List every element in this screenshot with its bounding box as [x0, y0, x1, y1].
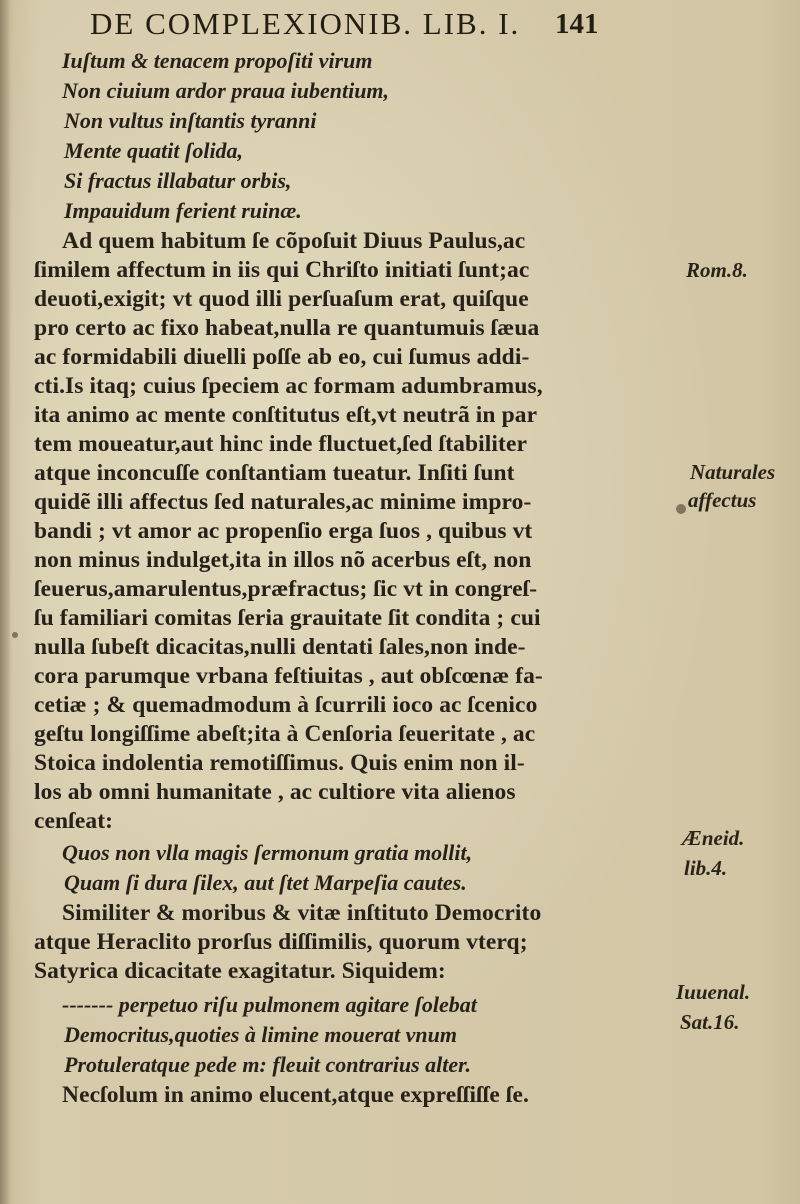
text-line: cenſeat: — [34, 808, 114, 834]
text-line: Si fractus illabatur orbis, — [64, 168, 292, 193]
text-line: los ab omni humanitate , ac cultiore vita alienos — [34, 779, 516, 805]
text-line: ſeuerus,amarulentus,præfractus; ſic vt in congreſ- — [34, 576, 538, 602]
text-line: Mente quatit ſolida, — [64, 138, 244, 163]
text-line: Satyrica dicacitate exagitatur. Siquidem: — [34, 958, 446, 984]
text-line: nulla ſubeſt dicacitas,nulli dentati ſales,non inde- — [34, 634, 526, 660]
margin-note: Iuuenal. — [676, 980, 751, 1004]
text-line: pro certo ac fixo habeat,nulla re quantumuis ſæua — [34, 315, 540, 341]
margin-note: Naturales — [690, 460, 776, 484]
text-line: Ad quem habitum ſe cõpoſuit Diuus Paulus,ac — [62, 228, 526, 254]
text-line: Protuleratque pede m: fleuit contrarius alter. — [64, 1052, 472, 1077]
margin-note: Rom.8. — [686, 258, 748, 282]
ink-stain — [12, 632, 18, 638]
text-line: ac formidabili diuelli poſſe ab eo, cui ſumus addi- — [34, 344, 530, 370]
text-line: tem moueatur,aut hinc inde fluctuet,ſed ſtabiliter — [34, 431, 528, 457]
text-line: ita animo ac mente conſtitutus eſt,vt neutrã in par — [34, 402, 538, 428]
running-title: DE COMPLEXIONIB. LIB. I. — [90, 6, 521, 41]
margin-note: Sat.16. — [680, 1010, 740, 1034]
text-line: deuoti,exigit; vt quod illi perſuaſum erat, quiſque — [34, 286, 529, 312]
text-line: non minus indulget,ita in illos nõ acerbus eſt, non — [34, 547, 532, 573]
text-line: cora parumque vrbana feſtiuitas , aut obſcœnæ fa- — [34, 663, 543, 689]
text-line: ſu familiari comitas ſeria grauitate ſit condita ; cui — [34, 605, 541, 631]
margin-note: affectus — [688, 488, 757, 512]
text-line: Non ciuium ardor praua iubentium, — [62, 78, 390, 103]
text-line: cti.Is itaq; cuius ſpeciem ac formam adumbramus, — [34, 373, 543, 399]
text-line: geſtu longiſſime abeſt;ita à Cenſoria ſeueritate , ac — [34, 721, 536, 747]
text-line: atque inconcuſſe conſtantiam tueatur. Inſiti ſunt — [34, 460, 515, 486]
text-line: Impauidum ferient ruinæ. — [64, 198, 302, 223]
text-line: Quam ſi dura ſilex, aut ſtet Marpeſia cautes. — [64, 870, 467, 895]
ink-stain — [676, 504, 686, 514]
text-line: ſimilem affectum in iis qui Chriſto initiati ſunt;ac — [34, 257, 530, 283]
text-line: Necſolum in animo elucent,atque expreſſiſſe ſe. — [62, 1082, 530, 1108]
margin-note: Æneid. — [682, 826, 745, 850]
text-line: quidẽ illi affectus ſed naturales,ac minime impro- — [34, 489, 532, 515]
text-line: ------- perpetuo riſu pulmonem agitare ſolebat — [62, 992, 477, 1017]
text-line: Similiter & moribus & vitæ inſtituto Democrito — [62, 900, 542, 926]
text-line: Iuſtum & tenacem propoſiti virum — [62, 48, 373, 73]
text-line: cetiæ ; & quemadmodum à ſcurrili ioco ac ſcenico — [34, 692, 538, 718]
text-line: Quos non vlla magis ſermonum gratia mollit, — [62, 840, 473, 865]
text-line: Democritus,quoties à limine mouerat vnum — [64, 1022, 457, 1047]
text-line: bandi ; vt amor ac propenſio erga ſuos , quibus vt — [34, 518, 533, 544]
text-line: Stoica indolentia remotiſſimus. Quis enim non il- — [34, 750, 525, 776]
margin-note: lib.4. — [684, 856, 728, 880]
page-gutter-shadow — [0, 0, 10, 1204]
text-line: atque Heraclito prorſus diſſimilis, quorum vterq; — [34, 929, 528, 955]
page-number: 141 — [555, 8, 599, 40]
text-line: Non vultus inſtantis tyranni — [64, 108, 317, 133]
